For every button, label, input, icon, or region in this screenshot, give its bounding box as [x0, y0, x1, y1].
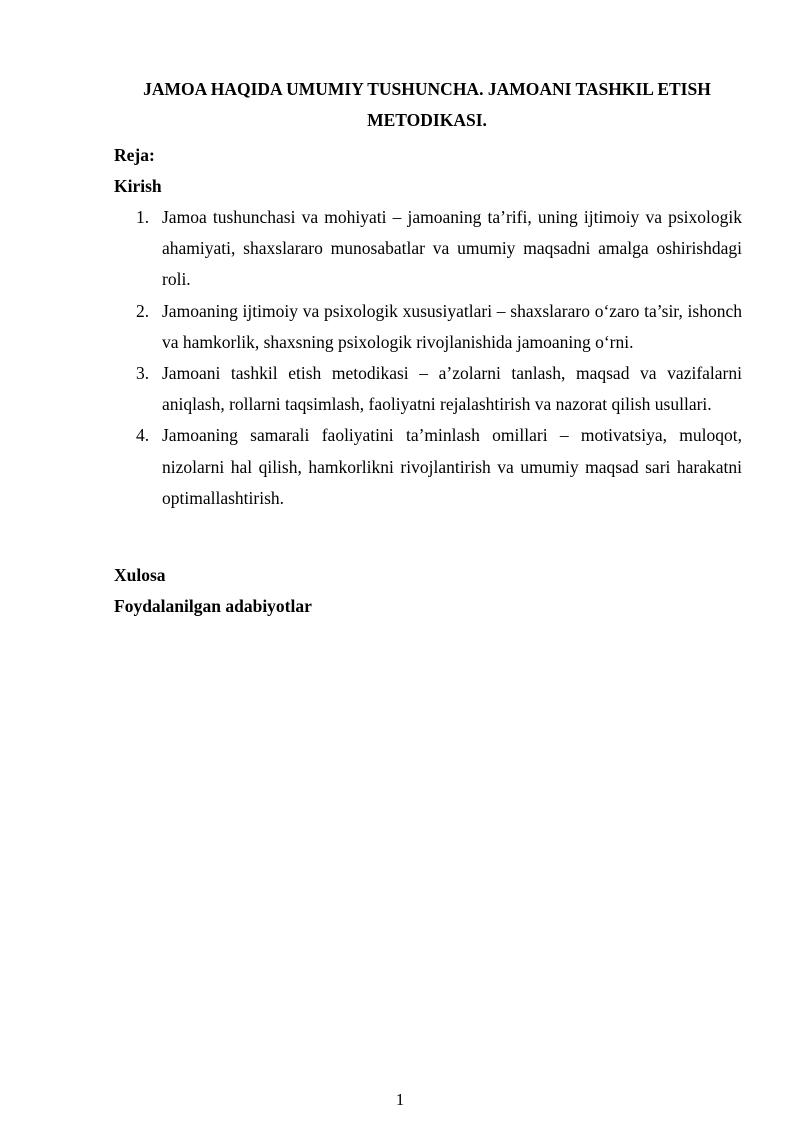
plan-item-text: Jamoaning ijtimoiy va psixologik xususiyatlari – shaxslararo o‘zaro ta’sir, ishonch va hamkorlik, shaxsning psixologik rivojlanishida jamoaning o‘rni. [162, 300, 742, 352]
plan-list [114, 202, 742, 514]
plan-item-3 [114, 358, 742, 420]
plan-item-number: 3. [136, 363, 150, 384]
intro-heading: Kirish [114, 176, 162, 196]
plan-item-number: 1. [136, 207, 150, 227]
plan-heading: Reja: [114, 145, 155, 165]
plan-item-text: Jamoani tashkil etish metodikasi – a’zolarni tanlash, maqsad va vazifalarni aniqlash, rollarni taqsimlash, faoliyatni rejalashtirish va nazorat qilish usullari. [162, 363, 742, 415]
plan-item-text: Jamoa tushunchasi va mohiyati – jamoaning ta’rifi, uning ijtimoiy va psixologik ahamiyati, shaxslararo munosabatlar va umumiy maqsadni amalga oshirishdagi roli. [162, 207, 742, 290]
plan-item-2 [114, 296, 742, 358]
document-title: JAMOA HAQIDA UMUMIY TUSHUNCHA. JAMOANI TASHKIL ETISH METODIKASI. [143, 79, 711, 130]
conclusion-heading: Xulosa [114, 565, 166, 585]
references-heading: Foydalanilgan adabiyotlar [114, 596, 312, 616]
plan-item-number: 2. [136, 300, 150, 321]
plan-item-4 [114, 420, 742, 514]
plan-item-number: 4. [136, 425, 150, 446]
plan-item-text: Jamoaning samarali faoliyatini ta’minlash omillari – motivatsiya, muloqot, nizolarni hal qilish, hamkorlikni rivojlantirish va umumiy maqsad sari harakatni optimallashtirish. [162, 425, 742, 508]
plan-item-1 [114, 202, 742, 296]
page-number: 1 [395, 1090, 405, 1109]
